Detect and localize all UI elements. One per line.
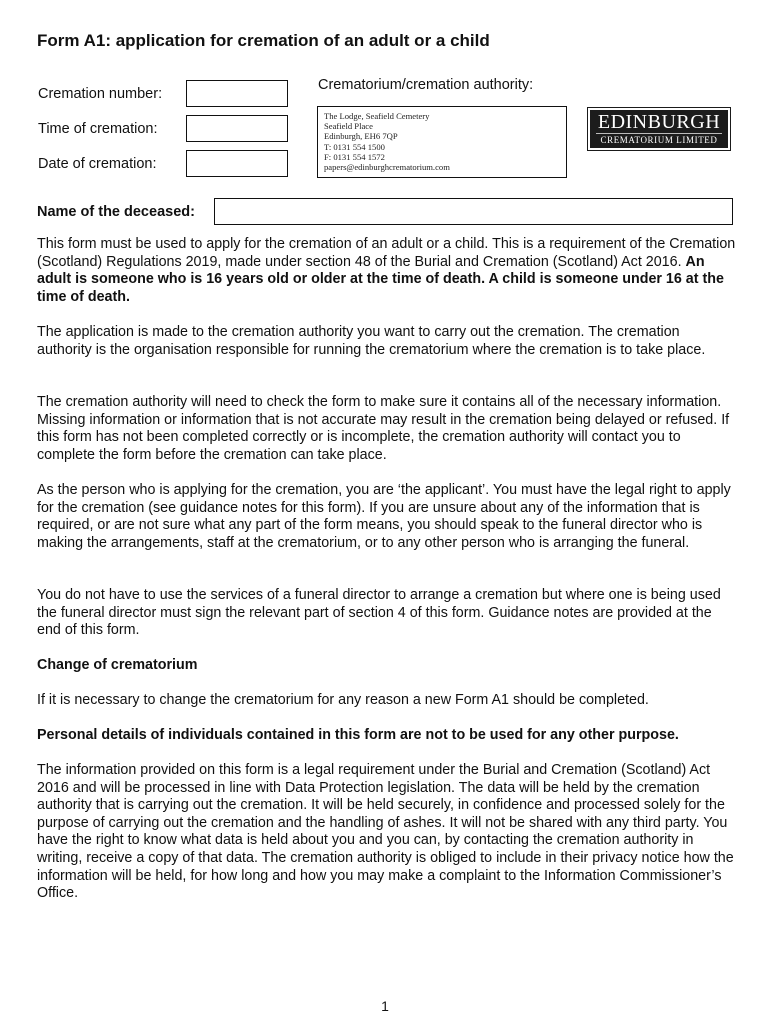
change-crematorium-heading: Change of crematorium: [37, 657, 198, 673]
address-email: papers@edinburghcrematorium.com: [324, 162, 450, 173]
address-line: T: 0131 554 1500: [324, 141, 385, 152]
logo-title: EDINBURGH: [597, 111, 721, 133]
cremation-number-field[interactable]: [186, 80, 288, 107]
date-of-cremation-field[interactable]: [186, 150, 288, 177]
address-line: Seafield Place: [324, 121, 373, 132]
check-paragraph: The cremation authority will need to check the form to make sure it contains all of the necessary information. Missing information or information that is not accurate may result in the cremation being delayed or refused. If this form has not been completed correctly or is incomplete, the cremation authority will contact you to complete the form before the cremation can take place.: [37, 394, 730, 463]
name-of-deceased-label: Name of the deceased:: [37, 204, 195, 220]
address-line: Edinburgh, EH6 7QP: [324, 131, 398, 142]
intro-text: This form must be used to apply for the cremation of an adult or a child. This is a requirement of the Cremation (Scotland) Regulations 2019, made under section 48 of the Burial and Cremation (Scotland) Act 2016.: [37, 236, 736, 270]
applicant-paragraph: As the person who is applying for the cremation, you are ‘the applicant’. You must have the legal right to apply for the cremation (see guidance notes for this form). If you are unsure about any of the information that is required, or are not sure what any part of the form means, you should speak to the funeral director who is making the arrangements, staff at the crematorium, or to any other person who is arranging the funeral.: [37, 482, 731, 551]
edinburgh-crematorium-logo: [587, 107, 731, 151]
personal-details-notice: Personal details of individuals contained in this form are not to be used for any other purpose.: [37, 727, 679, 743]
address-line: The Lodge, Seafield Cemetery: [324, 111, 430, 121]
address-line: F: 0131 554 1572: [324, 151, 385, 162]
application-paragraph: The application is made to the cremation authority you want to carry out the cremation. The cremation authority is the organisation responsible for running the crematorium where the cremation is to take place.: [37, 324, 706, 358]
change-crematorium-paragraph: If it is necessary to change the crematorium for any reason a new Form A1 should be completed.: [37, 692, 649, 708]
crematorium-label: Crematorium/cremation authority:: [318, 77, 534, 93]
logo-subtitle: CREMATORIUM LIMITED: [596, 133, 722, 146]
time-of-cremation-label: Time of cremation:: [38, 121, 158, 137]
funeral-director-paragraph: You do not have to use the services of a funeral director to arrange a cremation but where one is being used the funeral director must sign the relevant part of section 4 of this form. Guidance notes are provided at the end of this form.: [37, 587, 721, 639]
name-of-deceased-field[interactable]: [214, 198, 733, 225]
date-of-cremation-label: Date of cremation:: [38, 156, 157, 172]
page-number: 1: [381, 998, 389, 1014]
data-protection-paragraph: The information provided on this form is a legal requirement under the Burial and Cremation (Scotland) Act 2016 and will be processed in line with Data Protection legislation. The data will be held by the cremation authority that is carrying out the cremation. It will be held securely, in confidence and processed solely for the purpose of carrying out the cremation and the handling of ashes. It will not be shared with any third party. You have the right to know what data is held about you and you can, by contacting the cremation authority in writing, receive a copy of that data. The cremation authority is obliged to include in their privacy notice how the information will be held, for how long and how you may make a complaint to the Information Commissioner’s Office.: [37, 762, 734, 902]
intro-paragraph: [37, 236, 737, 306]
intro-definition-bold: An adult is someone who is 16 years old or older at the time of death. A child is someone under 16 at the time of death.: [37, 253, 724, 305]
form-title: Form A1: application for cremation of an adult or a child: [37, 31, 490, 50]
crematorium-address-box: [317, 106, 567, 178]
time-of-cremation-field[interactable]: [186, 115, 288, 142]
cremation-number-label: Cremation number:: [38, 86, 163, 102]
